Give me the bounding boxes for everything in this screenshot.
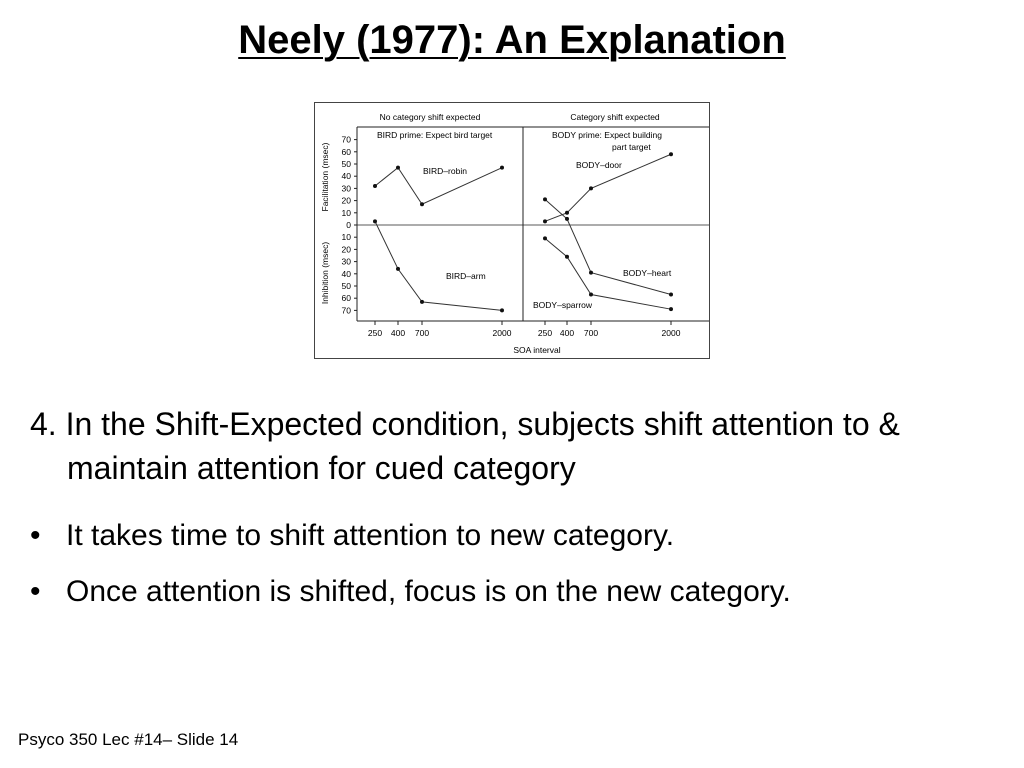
x-tick-label: 700 bbox=[583, 328, 599, 338]
data-point-body-door bbox=[589, 186, 593, 190]
y-tick-label: 20 bbox=[341, 195, 351, 206]
neely-chart bbox=[315, 103, 709, 358]
series-label-bird-robin: BIRD–robin bbox=[423, 166, 467, 176]
series-label-body-door: BODY–door bbox=[576, 160, 622, 170]
y-tick-label: 60 bbox=[341, 146, 351, 157]
data-point-body-heart bbox=[669, 293, 673, 297]
data-point-body-door bbox=[565, 211, 569, 215]
x-axis-label: SOA interval bbox=[513, 345, 561, 355]
y-tick-label: 70 bbox=[341, 134, 351, 145]
y-tick-label: 70 bbox=[341, 305, 351, 316]
data-point-body-door bbox=[669, 152, 673, 156]
bullet-marker: • bbox=[30, 519, 41, 552]
y-axis-label-inhibition: Inhibition (msec) bbox=[320, 241, 330, 305]
y-tick-label: 30 bbox=[341, 183, 351, 194]
data-point-body-sparrow bbox=[589, 293, 593, 297]
data-point-body-sparrow bbox=[543, 236, 547, 240]
bullet-text: It takes time to shift attention to new category. bbox=[66, 519, 675, 552]
data-point-body-heart bbox=[543, 197, 547, 201]
bullet-marker: • bbox=[30, 575, 41, 608]
panel-left-header: No category shift expected bbox=[379, 112, 481, 122]
data-point-bird-robin bbox=[373, 184, 377, 188]
x-tick-label: 700 bbox=[414, 328, 430, 338]
x-tick-label: 2000 bbox=[492, 328, 512, 338]
data-point-body-sparrow bbox=[565, 255, 569, 259]
slide-footer: Psyco 350 Lec #14– Slide 14 bbox=[18, 730, 239, 749]
series-label-bird-arm: BIRD–arm bbox=[446, 271, 486, 281]
data-point-bird-arm bbox=[373, 219, 377, 223]
data-point-body-heart bbox=[589, 271, 593, 275]
y-tick-label: 10 bbox=[341, 232, 351, 243]
panel-right-header: Category shift expected bbox=[570, 112, 660, 122]
data-point-body-door bbox=[543, 219, 547, 223]
main-point: 4. In the Shift-Expected condition, subjects shift attention to & maintain attention for cued category bbox=[30, 406, 900, 486]
data-point-bird-arm bbox=[420, 300, 424, 304]
x-tick-label: 250 bbox=[367, 328, 383, 338]
y-tick-label: 30 bbox=[341, 256, 351, 267]
x-tick-label: 400 bbox=[390, 328, 406, 338]
data-point-bird-arm bbox=[500, 308, 504, 312]
data-point-body-sparrow bbox=[669, 307, 673, 311]
x-tick-label: 250 bbox=[537, 328, 553, 338]
data-point-bird-robin bbox=[396, 166, 400, 170]
y-tick-label: 0 bbox=[346, 220, 351, 230]
panel-right-subheader-2: part target bbox=[612, 142, 651, 152]
data-point-bird-arm bbox=[396, 267, 400, 271]
y-tick-label: 60 bbox=[341, 293, 351, 304]
bullet-text: Once attention is shifted, focus is on the new category. bbox=[66, 575, 791, 608]
data-point-bird-robin bbox=[420, 202, 424, 206]
panel-right-subheader-1: BODY prime: Expect building bbox=[552, 130, 662, 140]
data-point-body-heart bbox=[565, 217, 569, 221]
panel-left-subheader: BIRD prime: Expect bird target bbox=[377, 130, 493, 140]
y-tick-label: 40 bbox=[341, 268, 351, 279]
series-label-body-heart: BODY–heart bbox=[623, 268, 672, 278]
series-line-bird-arm bbox=[375, 221, 502, 310]
data-point-bird-robin bbox=[500, 166, 504, 170]
neely-figure bbox=[314, 102, 710, 359]
y-tick-label: 50 bbox=[341, 281, 351, 291]
y-axis-label-facilitation: Facilitation (msec) bbox=[320, 142, 330, 212]
x-tick-label: 400 bbox=[559, 328, 575, 338]
y-tick-label: 50 bbox=[341, 159, 351, 169]
y-tick-label: 20 bbox=[341, 244, 351, 255]
series-label-body-sparrow: BODY–sparrow bbox=[533, 300, 593, 310]
slide-title: Neely (1977): An Explanation bbox=[238, 18, 786, 62]
x-tick-label: 2000 bbox=[661, 328, 681, 338]
y-tick-label: 10 bbox=[341, 207, 351, 218]
y-tick-label: 40 bbox=[341, 171, 351, 182]
